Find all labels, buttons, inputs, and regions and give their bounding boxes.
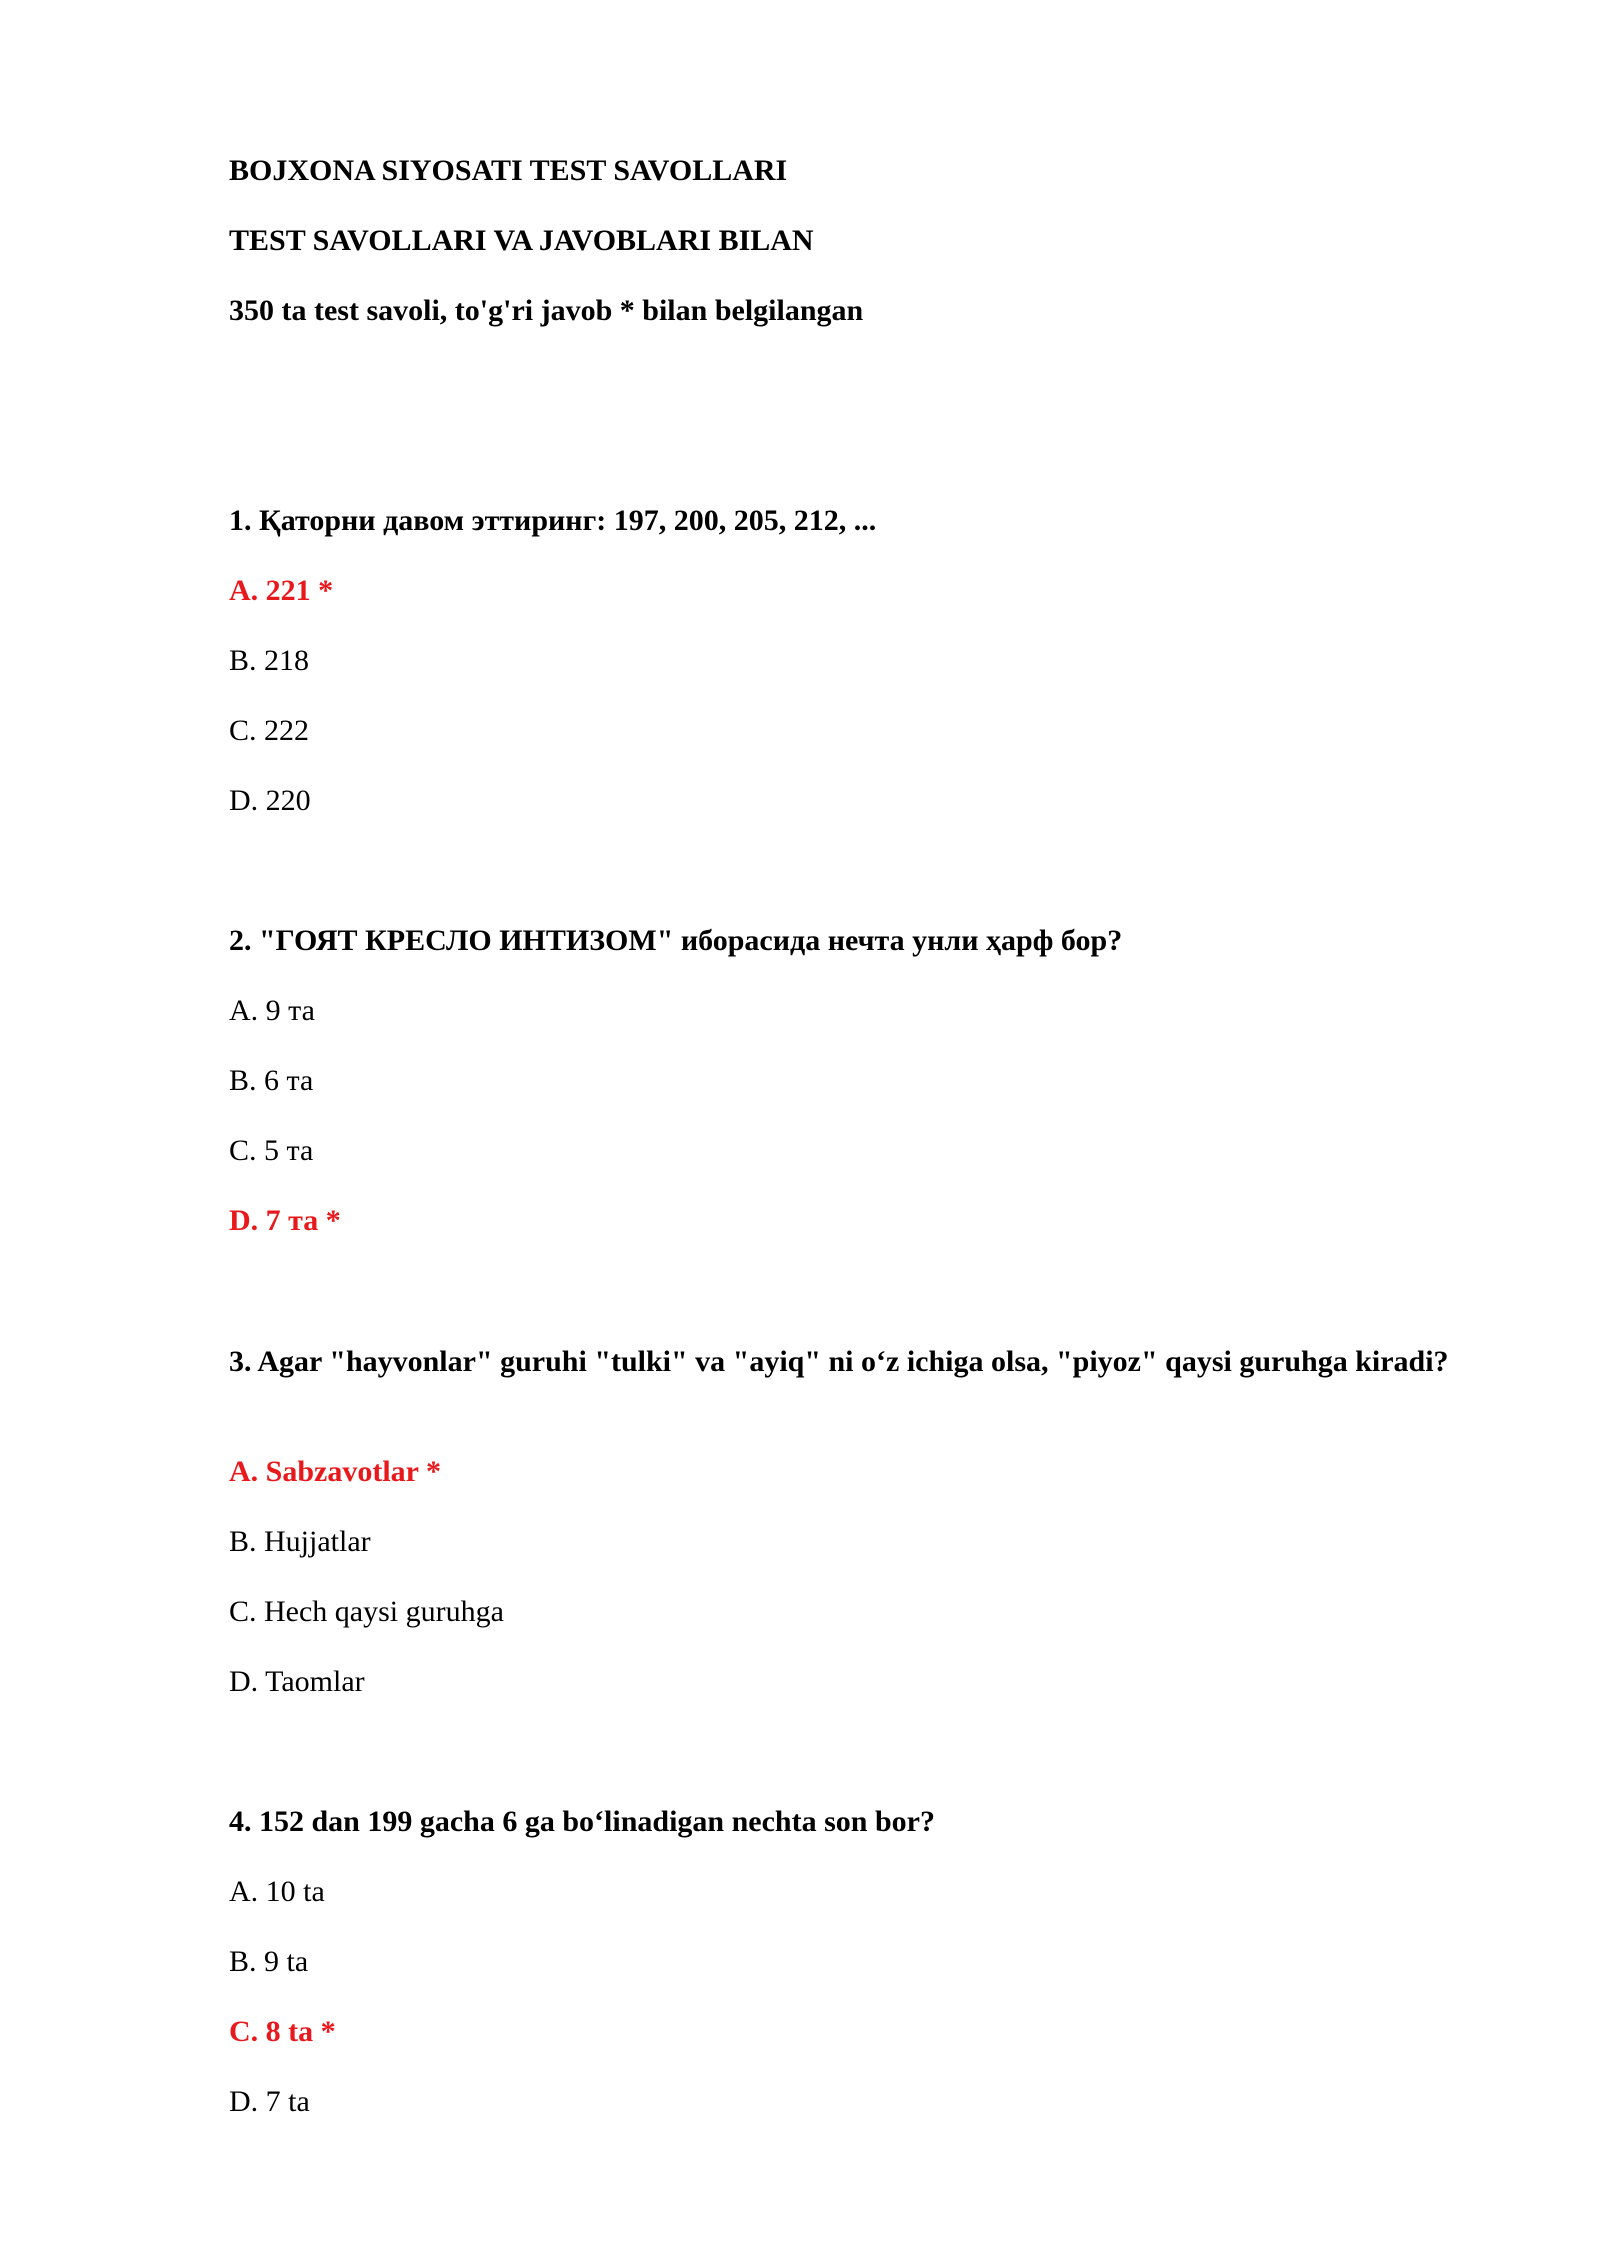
answer-option: B. Hujjatlar <box>229 1525 371 1558</box>
question-text: 2. "ГОЯТ КРЕСЛО ИНТИЗОМ" иборасида нечта унли ҳарф бор? <box>229 924 1123 957</box>
answer-option: C. 222 <box>229 714 310 747</box>
answer-option: B. 9 ta <box>229 1945 309 1978</box>
document-note: 350 ta test savoli, to'g'ri javob * bilan belgilangan <box>229 294 864 327</box>
document-title: BOJXONA SIYOSATI TEST SAVOLLARI <box>229 154 788 187</box>
answer-option: D. Taomlar <box>229 1665 365 1698</box>
answer-option: C. Hech qaysi guruhga <box>229 1595 504 1628</box>
answer-option: D. 7 ta <box>229 2085 310 2118</box>
answer-option: A. 9 та <box>229 994 315 1027</box>
answer-option: D. 7 та * <box>229 1204 341 1237</box>
answer-option: A. 10 ta <box>229 1875 325 1908</box>
question-text: 4. 152 dan 199 gacha 6 ga bo‘linadigan nechta son bor? <box>229 1805 935 1838</box>
answer-option: B. 218 <box>229 644 310 677</box>
answer-option: B. 6 та <box>229 1064 314 1097</box>
question-text: 1. Қаторни давом эттиринг: 197, 200, 205, 212, ... <box>229 504 877 537</box>
document-subtitle: TEST SAVOLLARI VA JAVOBLARI BILAN <box>229 224 814 257</box>
question-text: 3. Agar "hayvonlar" guruhi "tulki" va "ayiq" ni o‘z ichiga olsa, "piyoz" qaysi guruhga kiradi? <box>229 1345 1449 1378</box>
answer-option: C. 8 ta * <box>229 2015 336 2048</box>
answer-option: A. 221 * <box>229 574 334 607</box>
answer-option: C. 5 та <box>229 1134 314 1167</box>
answer-option: A. Sabzavotlar * <box>229 1455 441 1488</box>
answer-option: D. 220 <box>229 784 311 817</box>
